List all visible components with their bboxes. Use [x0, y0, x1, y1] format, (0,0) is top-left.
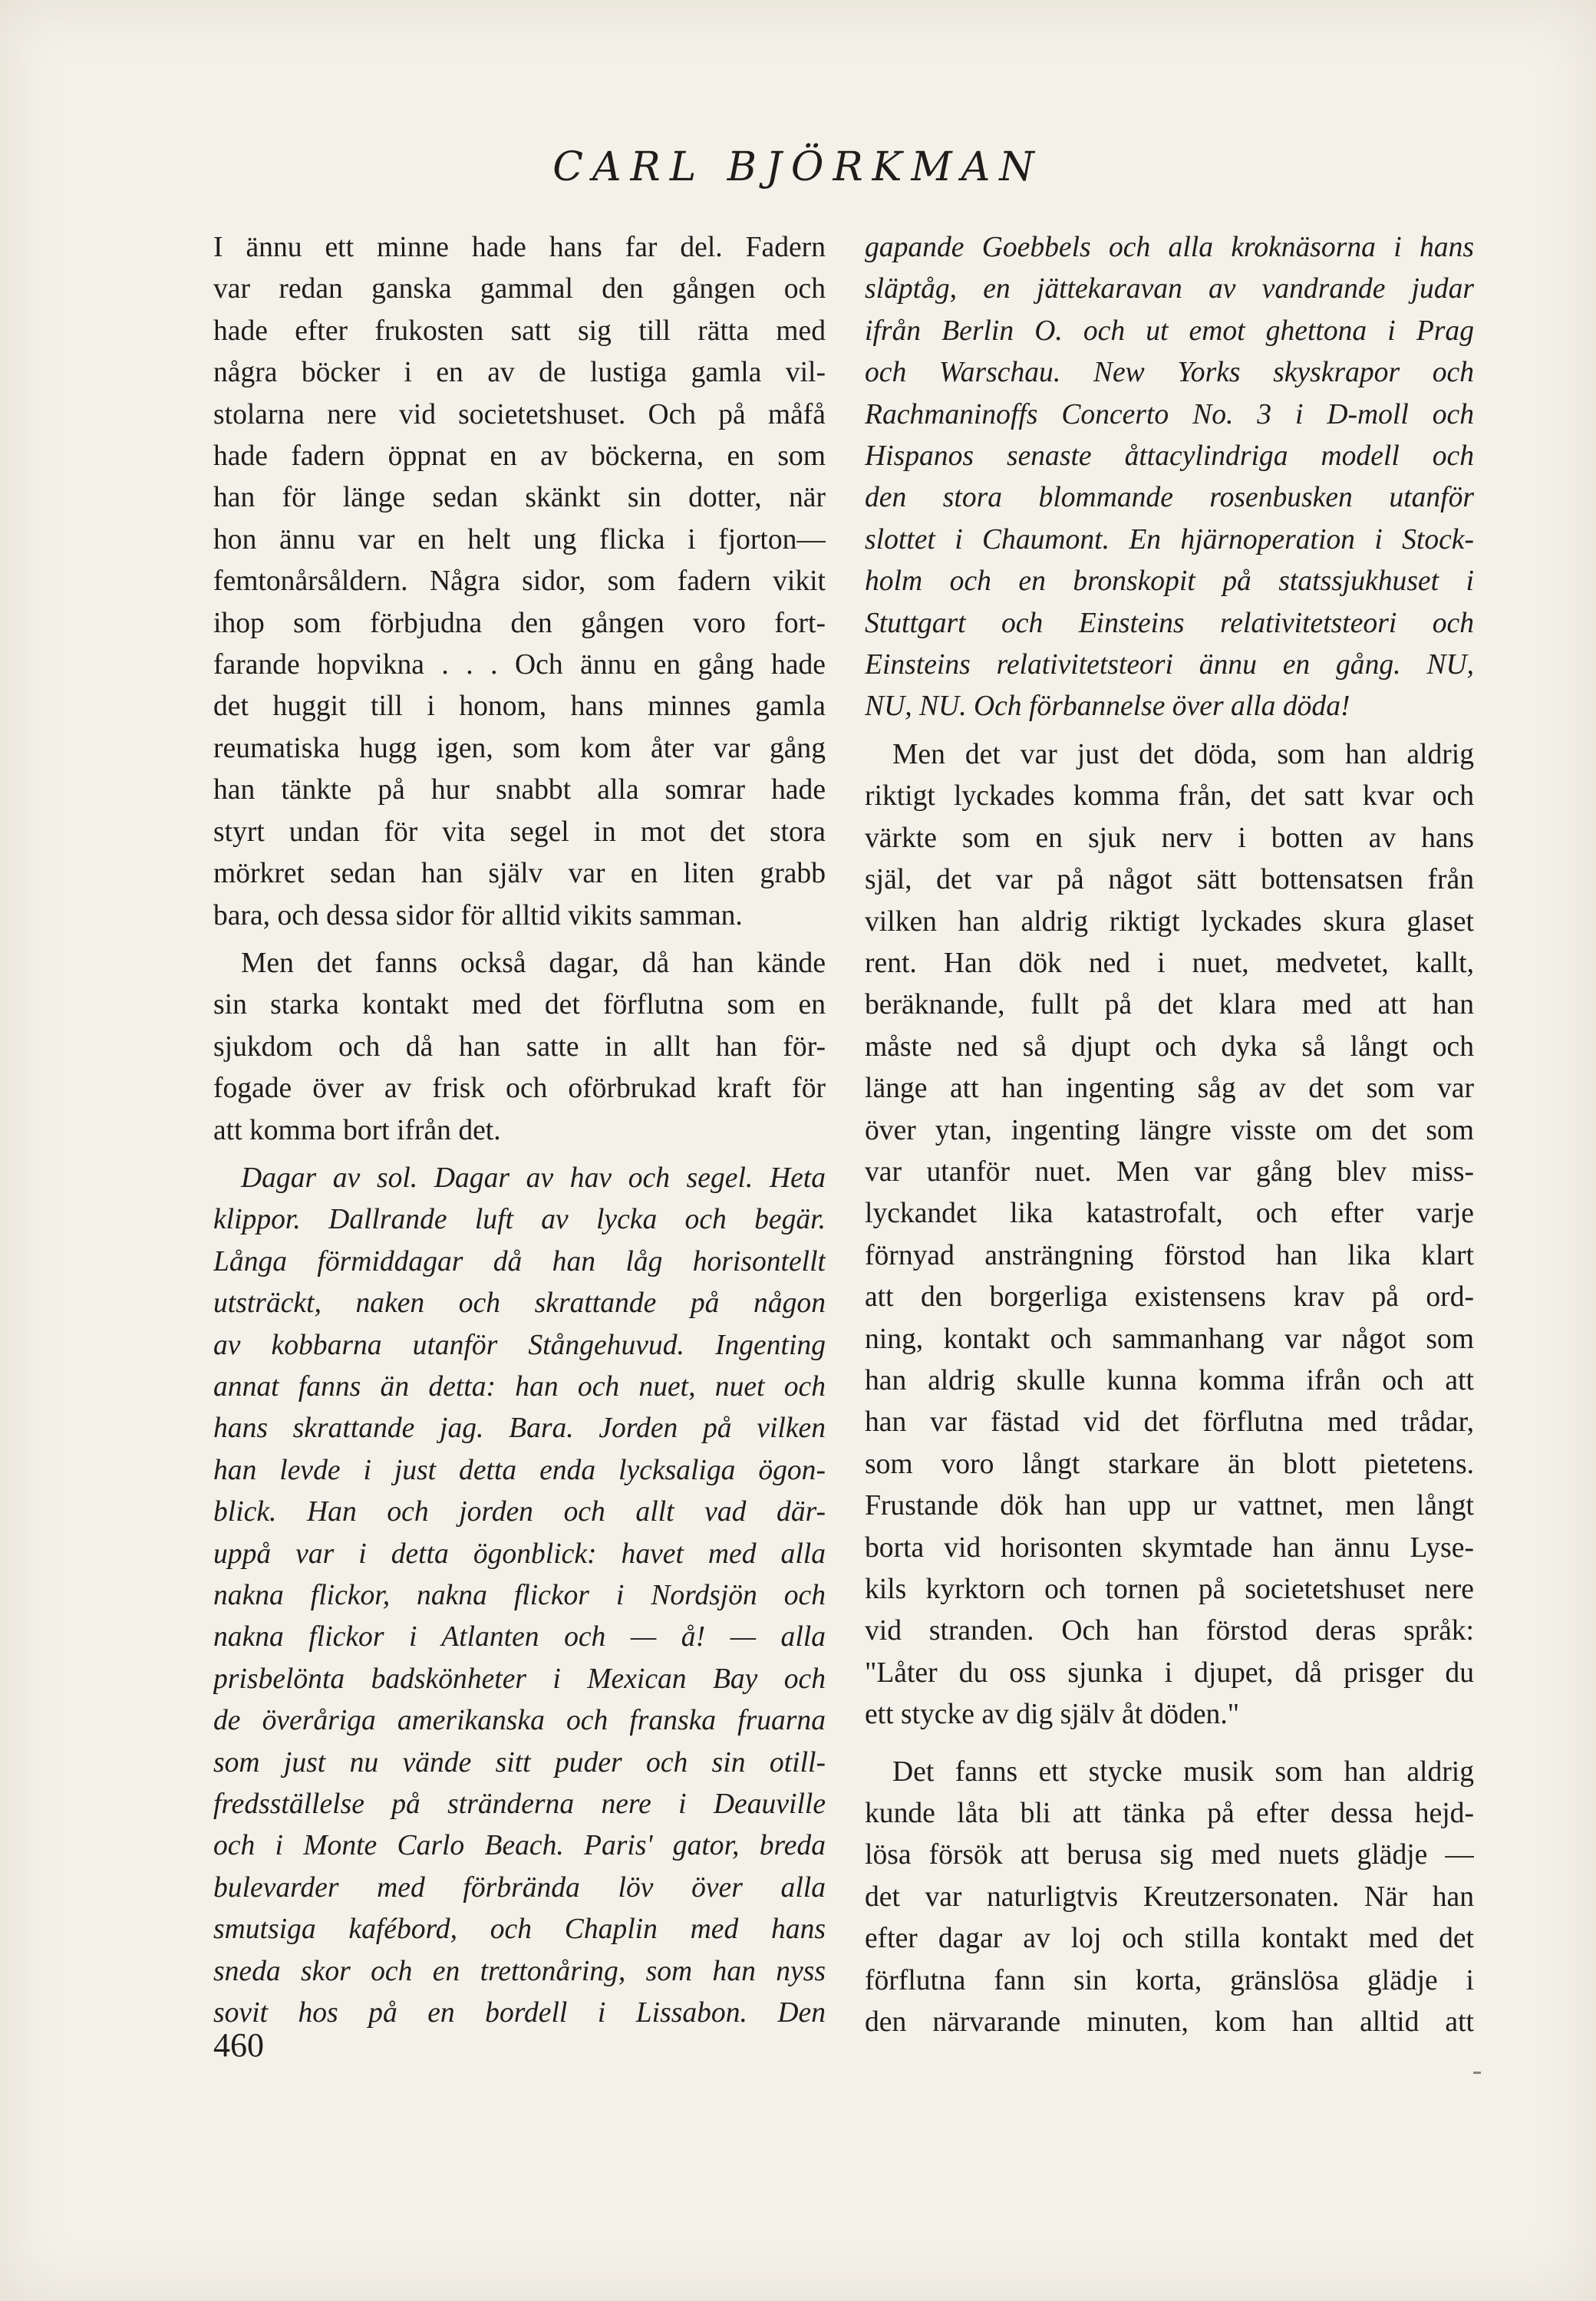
text-line: måste ned så djupt och dyka så långt och [865, 1030, 1474, 1063]
text-line: farande hopvikna . . . Och ännu en gång hade [213, 649, 826, 681]
text-line: hans skrattande jag. Bara. Jorden på vilken [213, 1413, 826, 1445]
text-line: Men det var just det döda, som han aldrig [892, 738, 1474, 770]
running-title: CARL BJÖRKMAN [552, 144, 1044, 190]
text-line: han tänkte på hur snabbt alla somrar hade [213, 774, 826, 806]
text-line: slottet i Chaumont. En hjärnoperation i Stock- [865, 523, 1474, 555]
text-line: han var fästad vid det förflutna med trådar, [865, 1406, 1474, 1439]
text-line: beräknande, fullt på det klara med att han [865, 989, 1474, 1021]
text-line: reumatiska hugg igen, som kom åter var gång [213, 732, 826, 764]
text-line: hon ännu var en helt ung flicka i fjorton— [213, 523, 826, 555]
text-line: bara, och dessa sidor för alltid vikits samman. [213, 899, 743, 931]
text-line: mörkret sedan han själv var en liten grabb [213, 858, 826, 890]
text-line: klippor. Dallrande luft av lycka och begär. [213, 1204, 826, 1236]
text-line: hade fadern öppnat en av böckerna, en som [213, 440, 826, 473]
text-line: hade efter frukosten satt sig till rätta med [213, 315, 826, 347]
text-line: och Warschau. New Yorks skyskrapor och [865, 357, 1474, 389]
text-line: han levde i just detta enda lycksaliga ögon- [213, 1454, 826, 1486]
text-line: NU, NU. Och förbannelse över alla döda! [865, 691, 1350, 723]
text-line: det var naturligtvis Kreutzersonaten. När han [865, 1881, 1474, 1913]
text-line: I ännu ett minne hade hans far del. Fadern [213, 232, 826, 263]
text-line: bulevarder med förbrända löv över alla [213, 1871, 826, 1904]
text-line: annat fanns än detta: han och nuet, nuet och [213, 1370, 826, 1403]
text-line: riktigt lyckades komma från, det satt kvar och [865, 780, 1474, 813]
text-line: sin starka kontakt med det förflutna som en [213, 989, 826, 1021]
paragraph [865, 734, 1474, 1736]
text-line: ning, kontakt och sammanhang var något som [865, 1323, 1474, 1355]
text-line: rent. Han dök ned i nuet, medvetet, kallt, [865, 947, 1474, 979]
text-line: den närvarande minuten, kom han alltid att [865, 2006, 1474, 2039]
text-line: sneda skor och en trettonåring, som han nyss [213, 1955, 826, 1987]
text-line: han för länge sedan skänkt sin dotter, när [213, 482, 826, 514]
text-line: som voro långt starkare än blott pietetens. [865, 1448, 1474, 1480]
text-line: ett stycke av dig själv åt döden." [865, 1699, 1240, 1731]
text-line: han aldrig skulle kunna komma ifrån och att [865, 1364, 1474, 1396]
italic-paragraph [865, 227, 1474, 728]
text-line: var redan ganska gammal den gången och [213, 273, 826, 305]
italic-paragraph [213, 1158, 826, 2035]
text-line: prisbelönta badskönheter i Mexican Bay och [213, 1663, 826, 1695]
text-line: gapande Goebbels och alla kroknäsorna i hans [865, 232, 1474, 263]
text-line: utsträckt, naken och skrattande på någon [213, 1287, 826, 1320]
text-line: över ytan, ingenting längre visste om det som [865, 1114, 1474, 1146]
text-line: värkte som en sjuk nerv i botten av hans [865, 822, 1474, 854]
text-line: förflutna fann sin korta, gränslösa glädje i [865, 1964, 1474, 1996]
text-line: Frustande dök han upp ur vattnet, men långt [865, 1490, 1474, 1522]
text-line: nakna flickor i Atlanten och — å! — alla [213, 1621, 826, 1653]
text-line: vilken han aldrig riktigt lyckades skura glaset [865, 905, 1474, 938]
text-line: den stora blommande rosenbusken utanför [865, 482, 1474, 514]
left-column [213, 227, 826, 2034]
text-line: Hispanos senaste åttacylindriga modell och [865, 440, 1474, 473]
text-line: var utanför nuet. Men var gång blev miss- [865, 1155, 1474, 1188]
text-line: stolarna nere vid societetshuset. Och på måfå [213, 398, 826, 430]
paper-speck [1473, 2072, 1481, 2074]
paragraph [865, 1752, 1474, 2044]
text-line: ihop som förbjudna den gången voro fort- [213, 607, 826, 639]
text-line: själ, det var på något sätt bottensatsen från [865, 864, 1474, 896]
text-line: Men det fanns också dagar, då han kände [241, 947, 826, 979]
text-line: fredsställelse på stränderna nere i Deauville [213, 1788, 826, 1821]
text-line: kils kyrktorn och tornen på societetshuset nere [865, 1574, 1474, 1605]
text-line: lyckandet lika katastrofalt, och efter varje [865, 1198, 1474, 1230]
text-line: smutsiga kafébord, och Chaplin med hans [213, 1914, 826, 1946]
text-line: blick. Han och jorden och allt vad där- [213, 1496, 826, 1528]
text-line: Rachmaninoffs Concerto No. 3 i D-moll och [865, 398, 1474, 430]
text-line: nakna flickor, nakna flickor i Nordsjön och [213, 1580, 826, 1611]
right-column [865, 227, 1474, 2043]
text-line: Det fanns ett stycke musik som han aldrig [892, 1755, 1474, 1788]
text-line: kunde låta bli att tänka på efter dessa hejd- [865, 1798, 1474, 1830]
text-line: holm och en bronskopit på statssjukhuset i [865, 565, 1474, 598]
text-line: Einsteins relativitetsteori ännu en gång. NU, [865, 649, 1474, 681]
text-line: Långa förmiddagar då han låg horisontellt [213, 1245, 826, 1277]
text-line: femtonårsåldern. Några sidor, som fadern vikit [213, 565, 826, 598]
text-line: sjukdom och då han satte in allt han för- [213, 1030, 826, 1063]
text-line: de överåriga amerikanska och franska fruarna [213, 1705, 826, 1737]
text-line: uppå var i detta ögonblick: havet med alla [213, 1538, 826, 1570]
text-line: som just nu vände sitt puder och sin otill- [213, 1746, 826, 1778]
paragraph [213, 227, 826, 937]
text-line: efter dagar av loj och stilla kontakt med det [865, 1923, 1474, 1955]
page-number: 460 [213, 2026, 264, 2064]
text-line: vid stranden. Och han förstod deras språk: [865, 1615, 1474, 1647]
text-line: det huggit till i honom, hans minnes gamla [213, 691, 826, 723]
text-line: ifrån Berlin O. och ut emot ghettona i Prag [865, 315, 1474, 347]
text-line: några böcker i en av de lustiga gamla vil- [213, 357, 826, 389]
text-line: lösa försök att berusa sig med nuets glädje — [865, 1839, 1474, 1871]
text-line: styrt undan för vita segel in mot det stora [213, 816, 826, 848]
text-line: och i Monte Carlo Beach. Paris' gator, breda [213, 1830, 826, 1862]
text-line: att den borgerliga existensens krav på ord- [865, 1281, 1474, 1314]
text-line: Dagar av sol. Dagar av hav och segel. Heta [241, 1162, 826, 1194]
text-line: fogade över av frisk och oförbrukad kraft för [213, 1073, 826, 1105]
text-line: borta vid horisonten skymtade han ännu Lyse- [865, 1531, 1474, 1564]
paragraph [213, 943, 826, 1152]
text-line: "Låter du oss sjunka i djupet, då prisger du [865, 1657, 1474, 1689]
text-line: släptåg, en jättekaravan av vandrande judar [865, 273, 1474, 305]
text-line: sovit hos på en bordell i Lissabon. Den [213, 1997, 826, 2029]
text-line: att komma bort ifrån det. [213, 1114, 501, 1146]
text-line: förnyad ansträngning förstod han lika klart [865, 1239, 1474, 1271]
text-line: Stuttgart och Einsteins relativitetsteori och [865, 607, 1474, 639]
text-line: av kobbarna utanför Stångehuvud. Ingenting [213, 1329, 826, 1361]
text-line: länge att han ingenting såg av det som var [865, 1073, 1474, 1105]
